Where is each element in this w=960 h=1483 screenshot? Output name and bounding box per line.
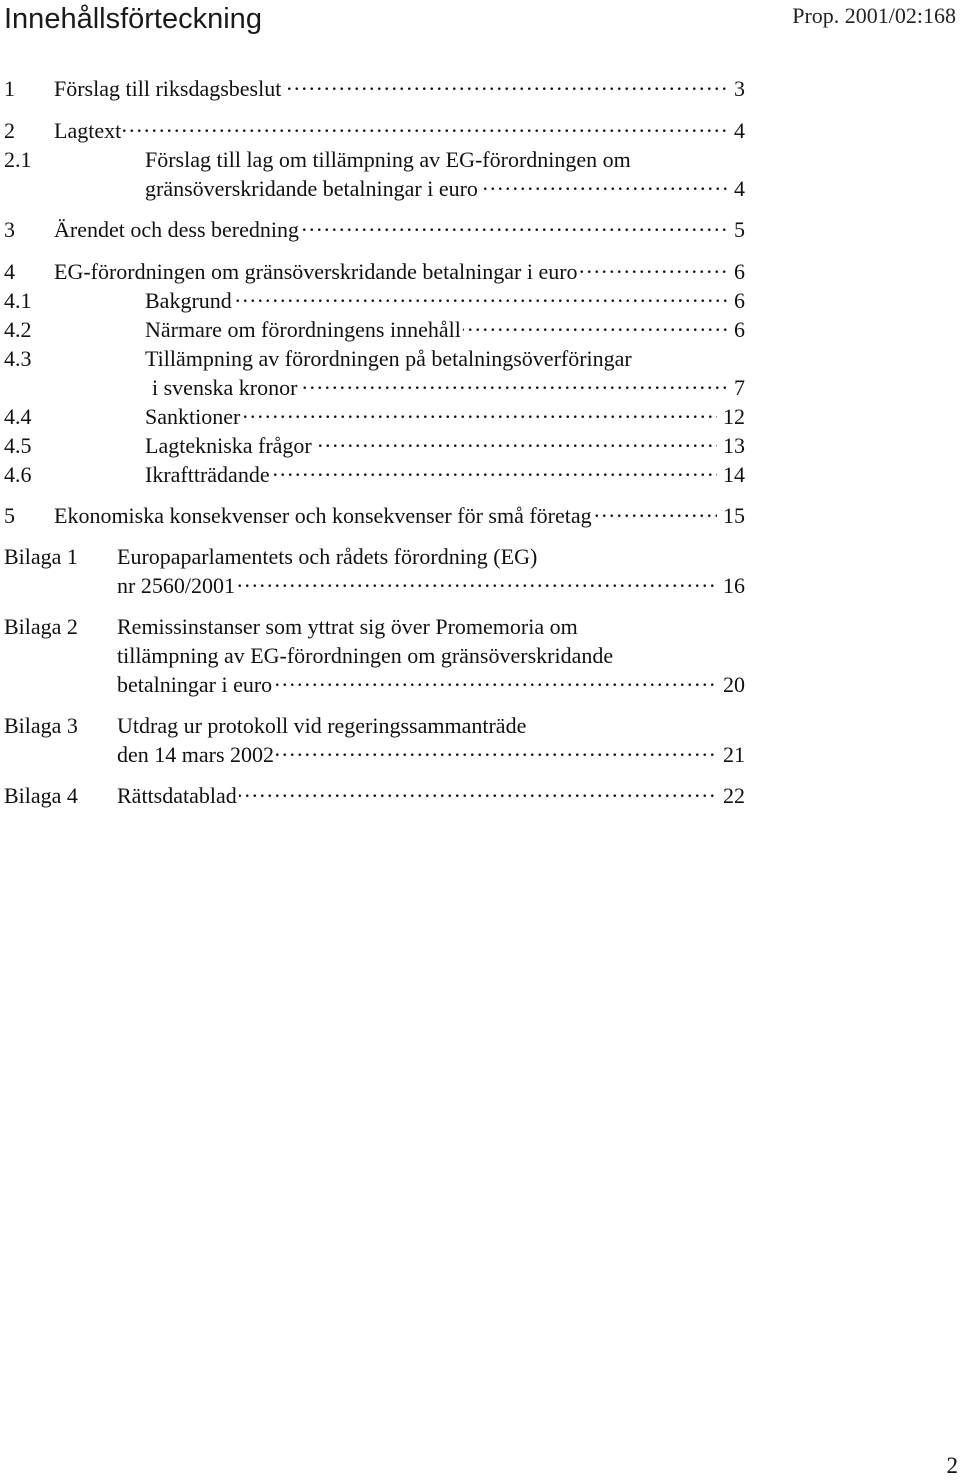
toc-title: Sanktioner [145,404,241,429]
appendix-title: Europaparlamentets och rådets förordning (EG) [117,544,538,569]
appendix-entry-1[interactable] [0,542,745,600]
toc-title: Tillämpning av förordningen på betalningsöverföringar [145,346,632,371]
toc-page: 4 [728,174,745,203]
appendix-title-cont: tillämpning av EG-förordningen om gränsöverskridande [117,643,614,668]
toc-page: 7 [728,373,745,402]
appendix-title-cont: betalningar i euro [117,672,273,697]
appendix-title: Rättsdatablad [117,783,237,808]
dot-leader [54,116,745,139]
toc-title: Lagtekniska frågor [145,433,312,458]
toc-number: 4.2 [4,317,32,342]
toc-page: 3 [728,74,745,103]
toc-page: 5 [728,215,745,244]
toc-title: Närmare om förordningens innehåll [145,317,461,342]
toc-page: 15 [717,501,745,530]
toc-page: 13 [717,431,745,460]
toc-number: 4.4 [4,404,32,429]
toc-page: 6 [728,257,745,286]
appendix-page: 16 [717,571,745,600]
appendix-entry-2[interactable] [0,612,745,699]
toc-title: Förslag till riksdagsbeslut [54,76,282,101]
appendix-label: Bilaga 3 [4,713,78,738]
toc-entry-1[interactable] [0,74,745,103]
page-number: 2 [946,1453,958,1478]
appendix-title: Utdrag ur protokoll vid regeringssammanträde [117,713,527,738]
toc-title-cont: gränsöverskridande betalningar i euro [145,176,478,201]
toc-title: Bakgrund [145,288,232,313]
toc-title: EG-förordningen om gränsöverskridande betalningar i euro [54,259,578,284]
toc-entry-2[interactable] [0,116,745,145]
page-title: Innehållsförteckning [4,3,262,35]
toc-entry-2-1[interactable] [0,145,745,203]
toc-number: 4.5 [4,433,32,458]
toc-page: 6 [728,286,745,315]
toc-number: 2.1 [4,147,32,172]
dot-leader [145,286,745,309]
appendix-page: 21 [717,740,745,769]
appendix-entry-3[interactable] [0,711,745,769]
toc-title: Ikraftträdande [145,462,270,487]
toc-number: 1 [4,76,15,101]
toc-entry-3[interactable] [0,215,745,244]
toc-entry-4-4[interactable] [0,402,745,431]
document-reference: Prop. 2001/02:168 [792,3,956,28]
appendix-page: 20 [717,670,745,699]
toc-entry-4-3[interactable] [0,344,745,402]
toc-title: Lagtext [54,118,122,143]
appendix-title-cont: nr 2560/2001 [117,573,235,598]
toc-page: 14 [717,460,745,489]
toc-page: 6 [728,315,745,344]
toc-entry-4-5[interactable] [0,431,745,460]
toc-number: 4.6 [4,462,32,487]
toc-entry-4-2[interactable] [0,315,745,344]
appendix-label: Bilaga 2 [4,614,78,639]
toc-number: 4 [4,259,15,284]
appendix-label: Bilaga 4 [4,783,78,808]
toc-number: 4.1 [4,288,32,313]
toc-number: 2 [4,118,15,143]
toc-number: 4.3 [4,346,32,371]
toc-title: Förslag till lag om tillämpning av EG-förordningen om [145,147,631,172]
toc-title: Ekonomiska konsekvenser och konsekvenser för små företag [54,503,592,528]
toc-title-cont: i svenska kronor [152,375,298,400]
toc-page: 12 [717,402,745,431]
appendix-entry-4[interactable] [0,781,745,810]
toc-entry-4[interactable] [0,257,745,286]
appendix-title-cont: den 14 mars 2002 [117,742,275,767]
toc-number: 5 [4,503,15,528]
appendix-label: Bilaga 1 [4,544,78,569]
appendix-page: 22 [717,781,745,810]
toc-number: 3 [4,217,15,242]
toc-entry-5[interactable] [0,501,745,530]
toc-entry-4-6[interactable] [0,460,745,489]
toc-entry-4-1[interactable] [0,286,745,315]
toc-title: Ärendet och dess beredning [54,217,299,242]
appendix-title: Remissinstanser som yttrat sig över Promemoria om [117,614,578,639]
toc-page: 4 [728,116,745,145]
